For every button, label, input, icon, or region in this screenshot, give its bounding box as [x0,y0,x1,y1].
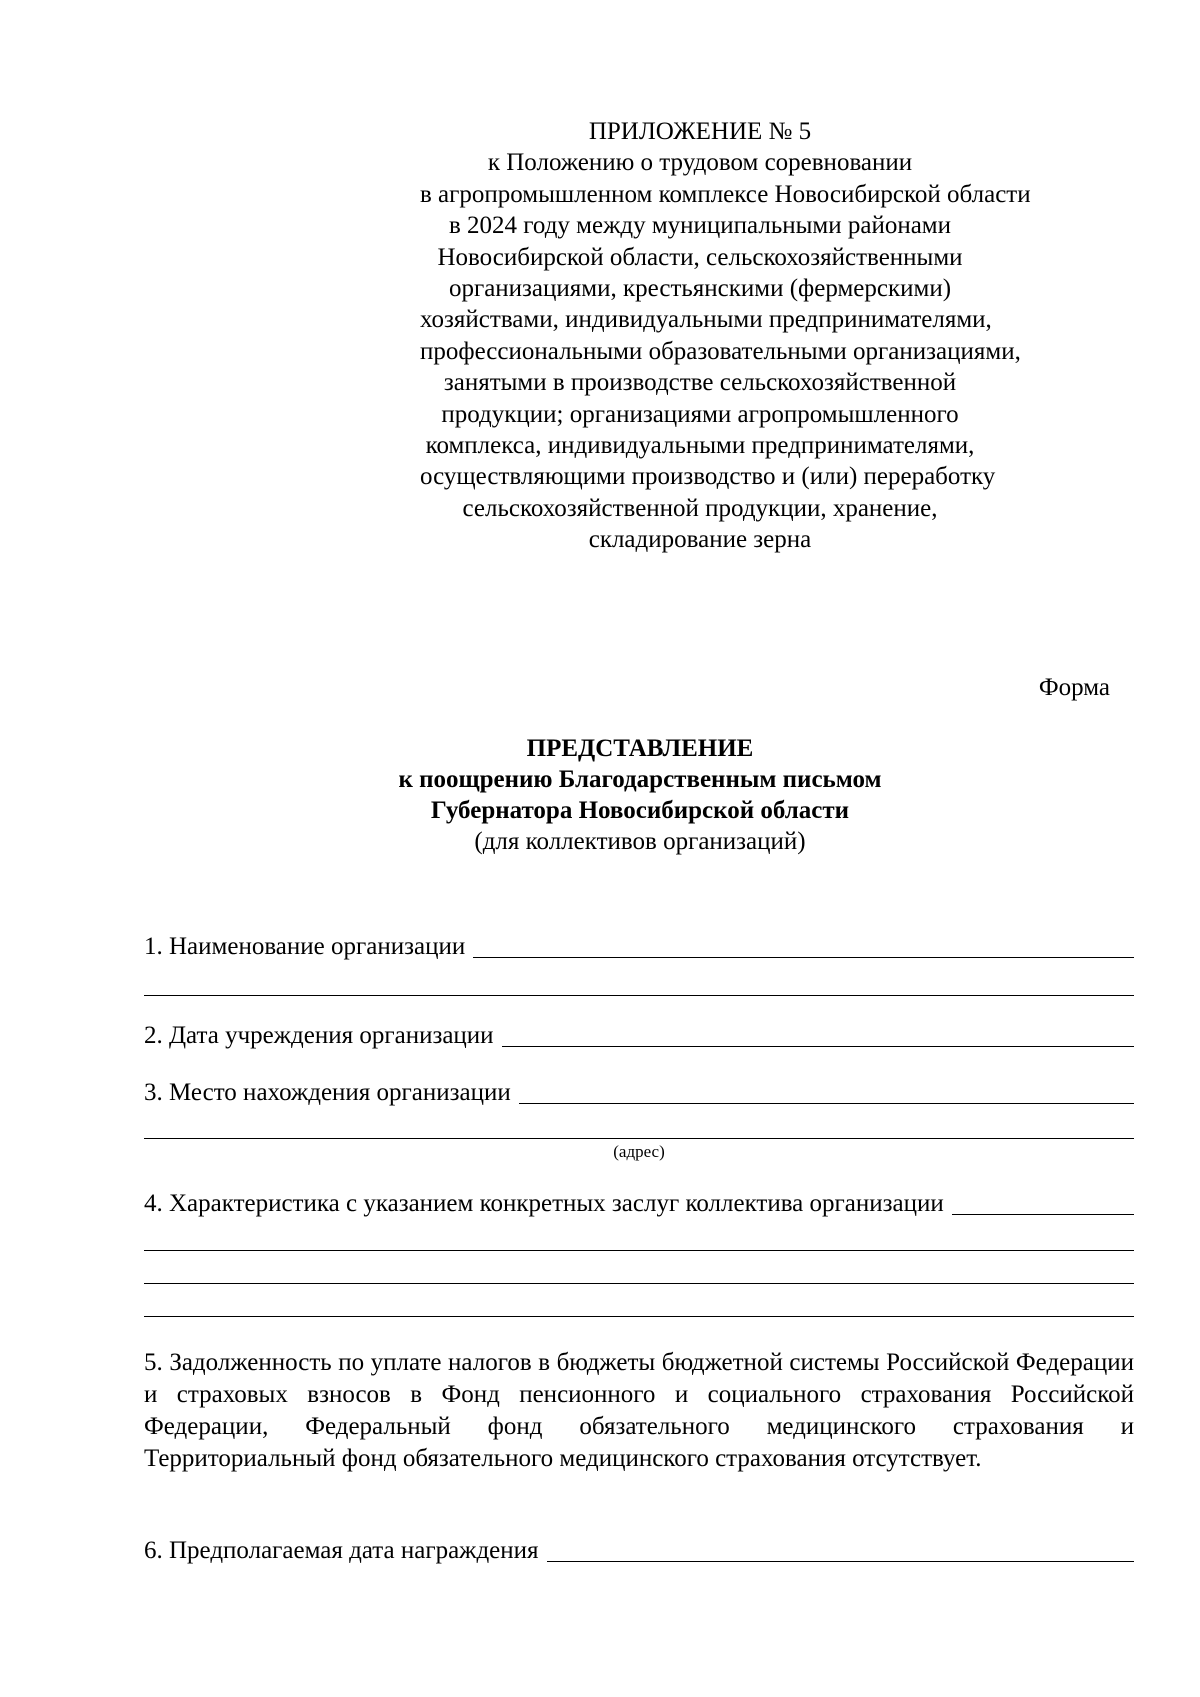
field-1-blank[interactable] [473,935,1134,958]
field-4-line[interactable] [144,1250,1134,1251]
field-4-label: 4. Характеристика с указанием конкретных заслуг коллектива организации [144,1190,944,1217]
field-3-address-hint: (адрес) [613,1142,665,1161]
title-heading: ПРЕДСТАВЛЕНИЕ [526,735,754,762]
tax-debt-statement: 5. Задолженность по уплате налогов в бюджеты бюджетной системы Российской Федерации и страховых взносов в Фонд пенсионного и социального страхования Российской Федерации, Федеральный фонд обязательного медицинского страхования и Территориальный фонд обязательного медицинского страхования отсутствует. [144,1349,1134,1472]
appendix-header [420,116,1031,556]
document-title [340,733,940,857]
appendix-line: к Положению о трудовом соревновании [487,149,913,177]
appendix-line: профессиональными образовательными организациями, [420,337,1021,365]
field-4-line[interactable] [144,1316,1134,1317]
appendix-line: ПРИЛОЖЕНИЕ № 5 [588,118,812,145]
field-4-line[interactable] [144,1283,1134,1284]
field-6-blank[interactable] [547,1539,1134,1562]
field-4-blank[interactable] [952,1192,1134,1215]
field-3-continuation-line[interactable] [144,1138,1134,1139]
appendix-line: осуществляющими производство и (или) переработку [420,463,996,491]
title-line-3: Губернатора Новосибирской области [430,797,850,824]
title-line-4: (для коллективов организаций) [474,828,806,855]
appendix-line: в агропромышленном комплексе Новосибирской области [420,180,1031,208]
field-3-blank[interactable] [519,1081,1134,1104]
field-1-continuation-line[interactable] [144,995,1134,996]
field-2-label: 2. Дата учреждения организации [144,1022,494,1049]
appendix-line: хозяйствами, индивидуальными предпринимателями, [420,306,992,334]
field-6-label: 6. Предполагаемая дата награждения [144,1537,539,1564]
field-1-label: 1. Наименование организации [144,933,466,960]
field-founding-date [144,1020,1134,1051]
field-award-date [144,1535,1134,1566]
field-2-blank[interactable] [502,1024,1134,1047]
appendix-line: в 2024 году между муниципальными районами [448,212,952,240]
appendix-line: Новосибирской области, сельскохозяйственными [437,243,963,271]
field-3-label: 3. Место нахождения организации [144,1079,511,1106]
appendix-line: организациями, крестьянскими (фермерскими) [448,275,952,303]
appendix-line: сельскохозяйственной продукции, хранение, [462,494,938,522]
form-label: Форма [1038,674,1110,701]
title-line-2: к поощрению Благодарственным письмом [398,766,882,793]
field-organization-name [144,931,1134,962]
appendix-line: складирование зерна [588,526,812,554]
field-location [144,1077,1134,1108]
field-characteristics [144,1188,1134,1219]
appendix-line: комплекса, индивидуальными предпринимателями, [425,432,975,460]
appendix-line: продукции; организациями агропромышленного [441,400,959,428]
appendix-line: занятыми в производстве сельскохозяйственной [443,369,957,397]
